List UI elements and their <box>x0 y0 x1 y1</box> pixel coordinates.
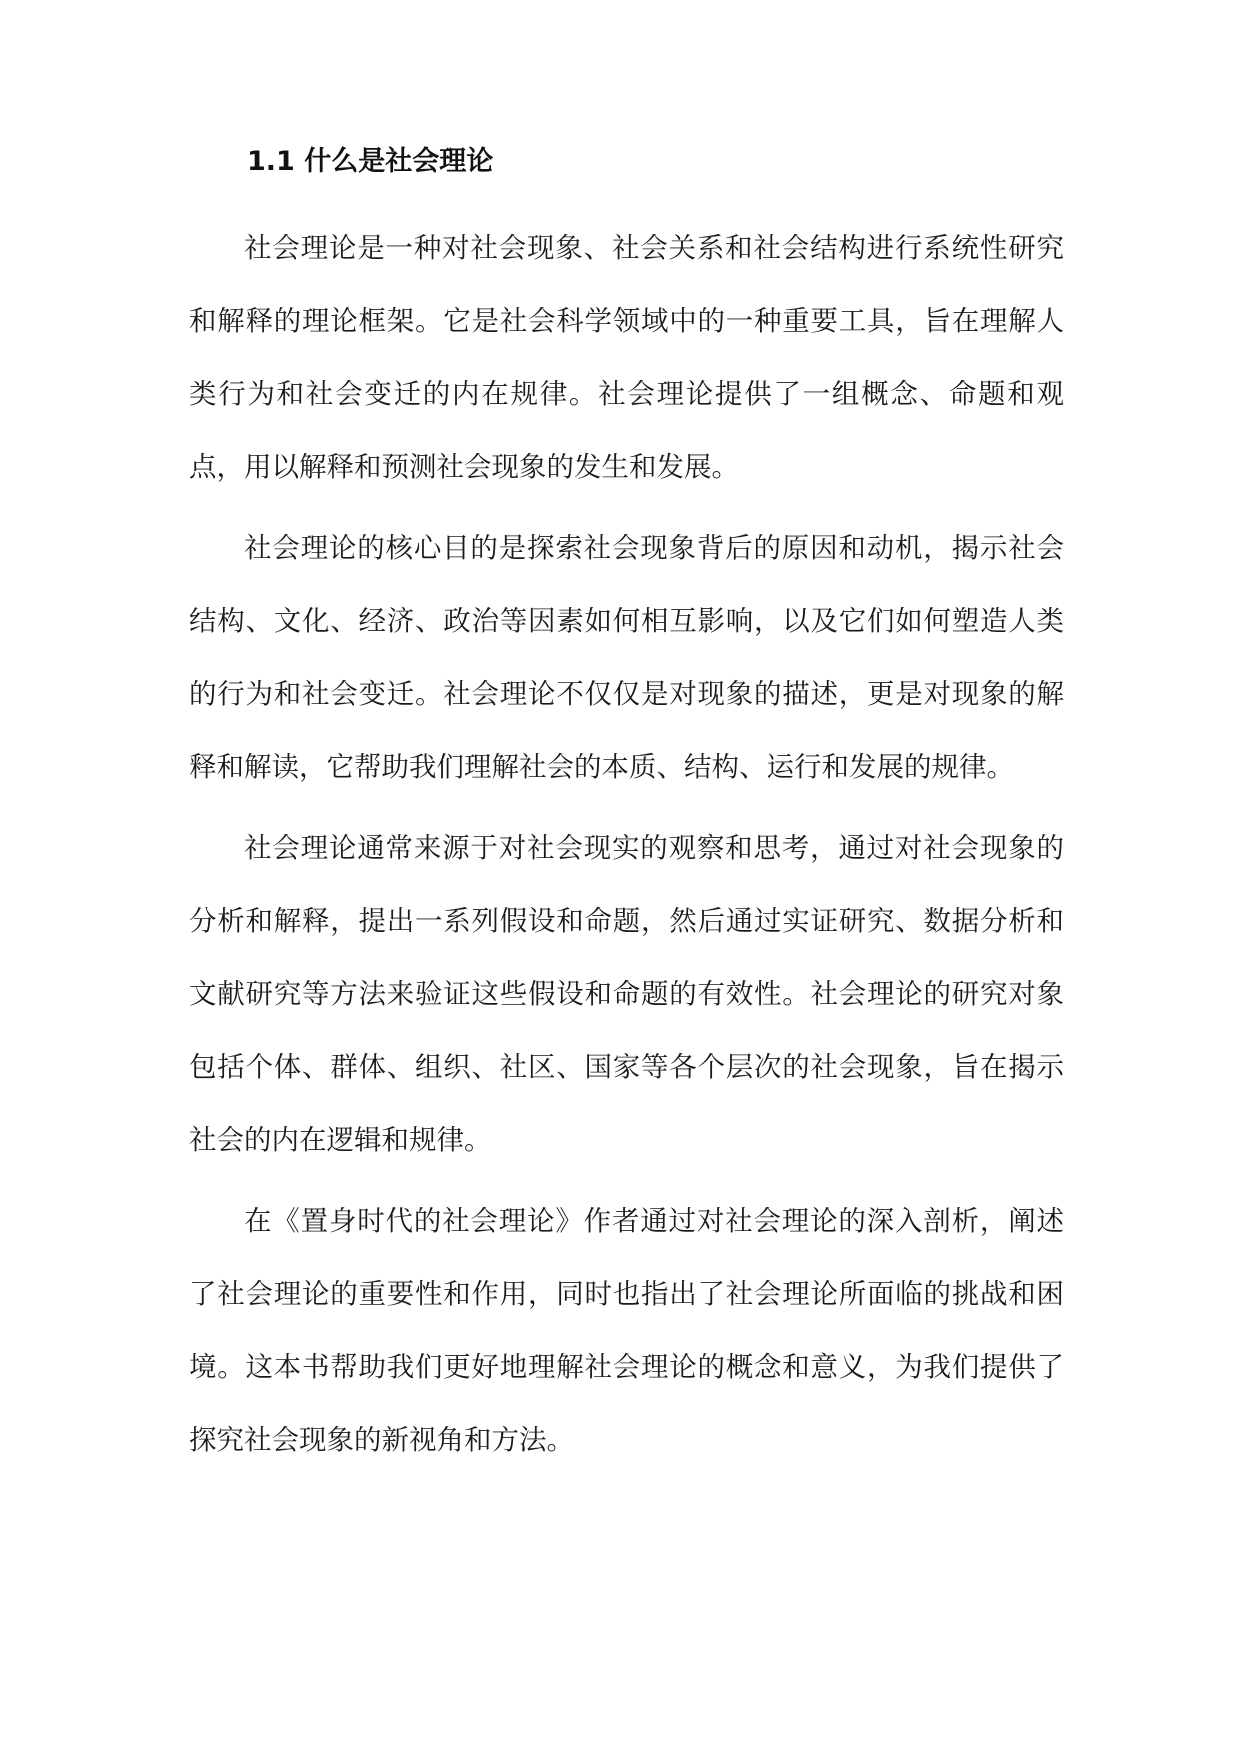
section-heading: 1.1 什么是社会理论 <box>247 146 494 177</box>
body-paragraph: 社会理论通常来源于对社会现实的观察和思考，通过对社会现象的分析和解释，提出一系列假设和命题，然后通过实证研究、数据分析和文献研究等方法来验证这些假设和命题的有效性。社会理论的研究对象包括个体、群体、组织、社区、国家等各个层次的社会现象，旨在揭示社会的内在逻辑和规律。 <box>189 832 1064 1156</box>
body-paragraph: 社会理论的核心目的是探索社会现象背后的原因和动机，揭示社会结构、文化、经济、政治等因素如何相互影响，以及它们如何塑造人类的行为和社会变迁。社会理论不仅仅是对现象的描述，更是对现象的解释和解读，它帮助我们理解社会的本质、结构、运行和发展的规律。 <box>189 532 1064 783</box>
body-paragraph: 在《置身时代的社会理论》作者通过对社会理论的深入剖析，阐述了社会理论的重要性和作用，同时也指出了社会理论所面临的挑战和困境。这本书帮助我们更好地理解社会理论的概念和意义，为我们提供了探究社会现象的新视角和方法。 <box>189 1205 1064 1456</box>
body-paragraph: 社会理论是一种对社会现象、社会关系和社会结构进行系统性研究和解释的理论框架。它是社会科学领域中的一种重要工具，旨在理解人类行为和社会变迁的内在规律。社会理论提供了一组概念、命题和观点，用以解释和预测社会现象的发生和发展。 <box>189 232 1064 483</box>
section-content <box>189 142 1064 1477</box>
